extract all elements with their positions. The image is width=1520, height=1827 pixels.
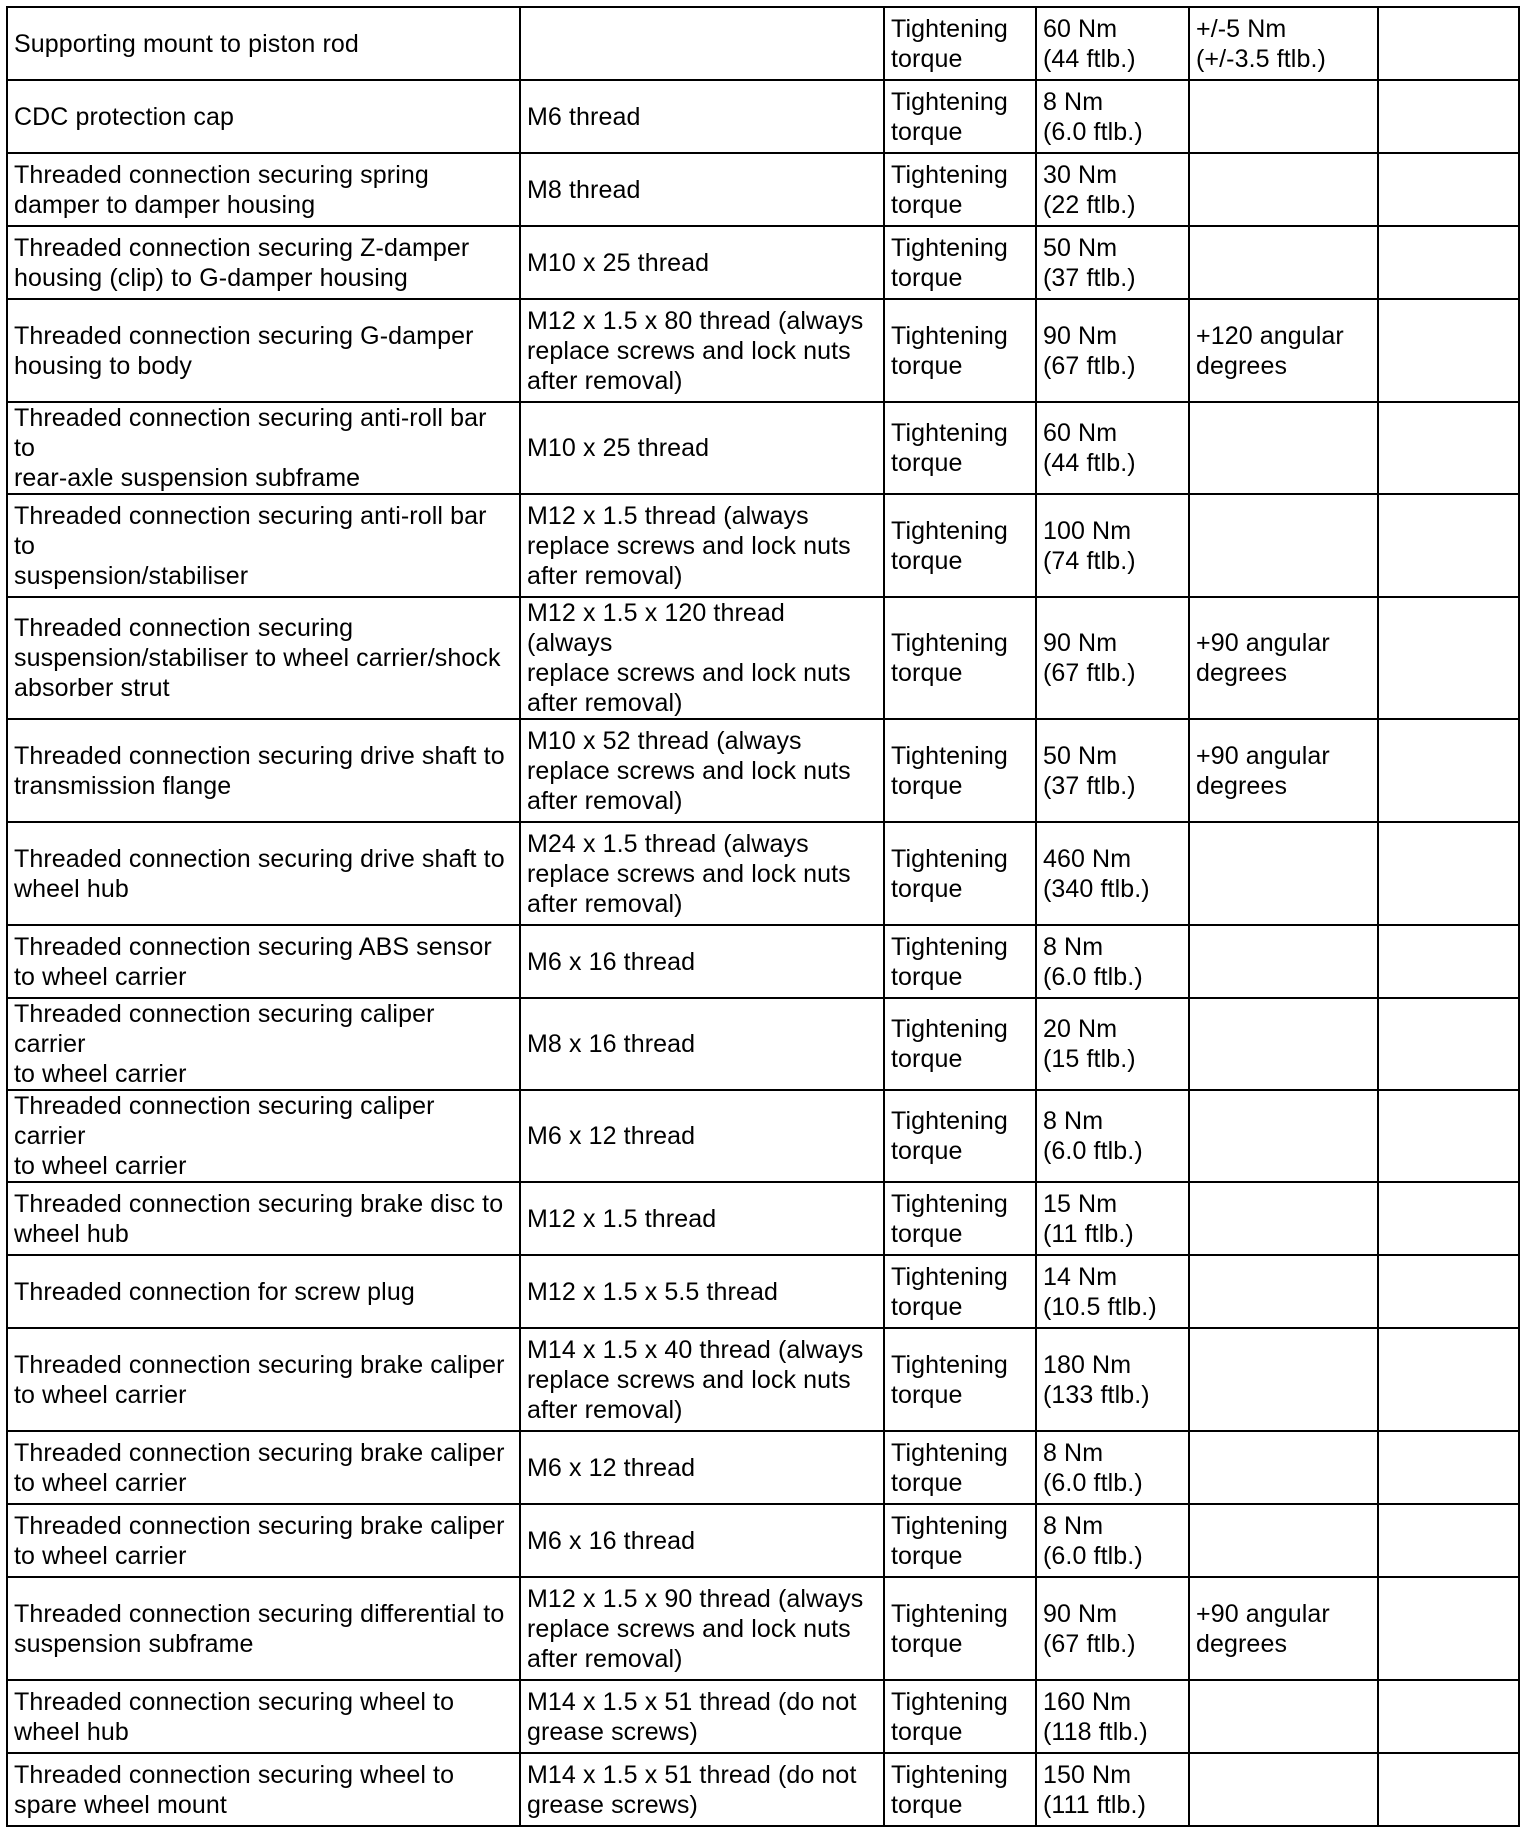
connection-cell: Threaded connection securing brake disc to wheel hub — [7, 1182, 520, 1255]
spec-type-cell: Tightening torque — [884, 998, 1036, 1090]
thread-spec-cell: M12 x 1.5 x 80 thread (always replace screws and lock nuts after removal) — [520, 299, 884, 402]
spec-type-cell: Tightening torque — [884, 153, 1036, 226]
note-cell — [1378, 226, 1519, 299]
torque-value-cell: 460 Nm (340 ftlb.) — [1036, 822, 1189, 925]
torque-value-cell: 8 Nm (6.0 ftlb.) — [1036, 1431, 1189, 1504]
tolerance-cell — [1189, 494, 1378, 597]
tolerance-cell — [1189, 998, 1378, 1090]
spec-type-cell: Tightening torque — [884, 1090, 1036, 1182]
note-cell — [1378, 1753, 1519, 1826]
connection-cell: Threaded connection securing brake caliper to wheel carrier — [7, 1328, 520, 1431]
thread-spec-cell: M14 x 1.5 x 51 thread (do not grease screws) — [520, 1753, 884, 1826]
torque-value-cell: 15 Nm (11 ftlb.) — [1036, 1182, 1189, 1255]
spec-type-cell: Tightening torque — [884, 719, 1036, 822]
torque-value-cell: 60 Nm (44 ftlb.) — [1036, 7, 1189, 80]
tolerance-cell — [1189, 1753, 1378, 1826]
table-row — [7, 1577, 1519, 1680]
torque-value-cell: 100 Nm (74 ftlb.) — [1036, 494, 1189, 597]
thread-spec-cell: M14 x 1.5 x 51 thread (do not grease screws) — [520, 1680, 884, 1753]
table-row — [7, 925, 1519, 998]
note-cell — [1378, 1255, 1519, 1328]
note-cell — [1378, 402, 1519, 494]
connection-cell: Threaded connection securing anti-roll bar to rear-axle suspension subframe — [7, 402, 520, 494]
table-row — [7, 1090, 1519, 1182]
thread-spec-cell: M8 thread — [520, 153, 884, 226]
thread-spec-cell: M8 x 16 thread — [520, 998, 884, 1090]
tolerance-cell: +90 angular degrees — [1189, 597, 1378, 719]
spec-type-cell: Tightening torque — [884, 1431, 1036, 1504]
connection-cell: Threaded connection securing differential to suspension subframe — [7, 1577, 520, 1680]
note-cell — [1378, 80, 1519, 153]
table-row — [7, 1753, 1519, 1826]
spec-type-cell: Tightening torque — [884, 822, 1036, 925]
tolerance-cell — [1189, 153, 1378, 226]
thread-spec-cell: M6 x 12 thread — [520, 1090, 884, 1182]
table-row — [7, 80, 1519, 153]
table-row — [7, 822, 1519, 925]
spec-type-cell: Tightening torque — [884, 402, 1036, 494]
spec-type-cell: Tightening torque — [884, 1504, 1036, 1577]
note-cell — [1378, 1328, 1519, 1431]
table-row — [7, 1431, 1519, 1504]
table-row — [7, 597, 1519, 719]
note-cell — [1378, 1504, 1519, 1577]
connection-cell: Threaded connection for screw plug — [7, 1255, 520, 1328]
note-cell — [1378, 494, 1519, 597]
torque-value-cell: 90 Nm (67 ftlb.) — [1036, 299, 1189, 402]
connection-cell: Threaded connection securing drive shaft to wheel hub — [7, 822, 520, 925]
table-body — [7, 7, 1519, 1826]
table-row — [7, 998, 1519, 1090]
connection-cell: Threaded connection securing anti-roll bar to suspension/stabiliser — [7, 494, 520, 597]
connection-cell: Threaded connection securing wheel to spare wheel mount — [7, 1753, 520, 1826]
table-row — [7, 719, 1519, 822]
note-cell — [1378, 1090, 1519, 1182]
table-row — [7, 402, 1519, 494]
thread-spec-cell: M12 x 1.5 x 5.5 thread — [520, 1255, 884, 1328]
spec-type-cell: Tightening torque — [884, 7, 1036, 80]
tolerance-cell — [1189, 925, 1378, 998]
torque-value-cell: 50 Nm (37 ftlb.) — [1036, 226, 1189, 299]
torque-value-cell: 50 Nm (37 ftlb.) — [1036, 719, 1189, 822]
connection-cell: Supporting mount to piston rod — [7, 7, 520, 80]
spec-type-cell: Tightening torque — [884, 1577, 1036, 1680]
tolerance-cell: +90 angular degrees — [1189, 1577, 1378, 1680]
thread-spec-cell: M10 x 52 thread (always replace screws and lock nuts after removal) — [520, 719, 884, 822]
note-cell — [1378, 925, 1519, 998]
thread-spec-cell: M12 x 1.5 x 90 thread (always replace screws and lock nuts after removal) — [520, 1577, 884, 1680]
thread-spec-cell: M6 x 12 thread — [520, 1431, 884, 1504]
table-row — [7, 153, 1519, 226]
spec-type-cell: Tightening torque — [884, 1753, 1036, 1826]
connection-cell: Threaded connection securing brake caliper to wheel carrier — [7, 1431, 520, 1504]
tolerance-cell: +90 angular degrees — [1189, 719, 1378, 822]
note-cell — [1378, 822, 1519, 925]
note-cell — [1378, 719, 1519, 822]
tolerance-cell — [1189, 226, 1378, 299]
spec-type-cell: Tightening torque — [884, 925, 1036, 998]
tolerance-cell — [1189, 1504, 1378, 1577]
connection-cell: Threaded connection securing drive shaft to transmission flange — [7, 719, 520, 822]
thread-spec-cell: M12 x 1.5 thread — [520, 1182, 884, 1255]
thread-spec-cell: M10 x 25 thread — [520, 402, 884, 494]
thread-spec-cell: M6 x 16 thread — [520, 925, 884, 998]
torque-value-cell: 30 Nm (22 ftlb.) — [1036, 153, 1189, 226]
torque-value-cell: 14 Nm (10.5 ftlb.) — [1036, 1255, 1189, 1328]
connection-cell: Threaded connection securing caliper carrier to wheel carrier — [7, 998, 520, 1090]
torque-value-cell: 8 Nm (6.0 ftlb.) — [1036, 80, 1189, 153]
torque-value-cell: 90 Nm (67 ftlb.) — [1036, 1577, 1189, 1680]
connection-cell: Threaded connection securing caliper carrier to wheel carrier — [7, 1090, 520, 1182]
note-cell — [1378, 1680, 1519, 1753]
note-cell — [1378, 299, 1519, 402]
torque-value-cell: 150 Nm (111 ftlb.) — [1036, 1753, 1189, 1826]
connection-cell: Threaded connection securing ABS sensor to wheel carrier — [7, 925, 520, 998]
tolerance-cell — [1189, 1328, 1378, 1431]
tolerance-cell — [1189, 80, 1378, 153]
spec-type-cell: Tightening torque — [884, 80, 1036, 153]
connection-cell: Threaded connection securing suspension/stabiliser to wheel carrier/shock absorber strut — [7, 597, 520, 719]
torque-specification-table — [6, 6, 1520, 1827]
thread-spec-cell: M12 x 1.5 x 120 thread (always replace screws and lock nuts after removal) — [520, 597, 884, 719]
spec-type-cell: Tightening torque — [884, 1255, 1036, 1328]
table-row — [7, 1182, 1519, 1255]
spec-type-cell: Tightening torque — [884, 1680, 1036, 1753]
connection-cell: Threaded connection securing Z-damper housing (clip) to G-damper housing — [7, 226, 520, 299]
connection-cell: Threaded connection securing spring damper to damper housing — [7, 153, 520, 226]
table-row — [7, 1328, 1519, 1431]
thread-spec-cell — [520, 7, 884, 80]
thread-spec-cell: M6 thread — [520, 80, 884, 153]
table-row — [7, 226, 1519, 299]
spec-type-cell: Tightening torque — [884, 299, 1036, 402]
tolerance-cell — [1189, 402, 1378, 494]
spec-type-cell: Tightening torque — [884, 1182, 1036, 1255]
table-row — [7, 299, 1519, 402]
torque-value-cell: 20 Nm (15 ftlb.) — [1036, 998, 1189, 1090]
tolerance-cell — [1189, 822, 1378, 925]
tolerance-cell: +120 angular degrees — [1189, 299, 1378, 402]
note-cell — [1378, 1431, 1519, 1504]
tolerance-cell — [1189, 1090, 1378, 1182]
tolerance-cell — [1189, 1680, 1378, 1753]
table-row — [7, 7, 1519, 80]
table-row — [7, 1680, 1519, 1753]
torque-value-cell: 8 Nm (6.0 ftlb.) — [1036, 1090, 1189, 1182]
connection-cell: CDC protection cap — [7, 80, 520, 153]
table-row — [7, 494, 1519, 597]
torque-value-cell: 180 Nm (133 ftlb.) — [1036, 1328, 1189, 1431]
spec-type-cell: Tightening torque — [884, 494, 1036, 597]
spec-type-cell: Tightening torque — [884, 597, 1036, 719]
tolerance-cell — [1189, 1182, 1378, 1255]
spec-type-cell: Tightening torque — [884, 226, 1036, 299]
tolerance-cell: +/-5 Nm (+/-3.5 ftlb.) — [1189, 7, 1378, 80]
connection-cell: Threaded connection securing brake caliper to wheel carrier — [7, 1504, 520, 1577]
thread-spec-cell: M24 x 1.5 thread (always replace screws and lock nuts after removal) — [520, 822, 884, 925]
torque-value-cell: 8 Nm (6.0 ftlb.) — [1036, 1504, 1189, 1577]
torque-value-cell: 90 Nm (67 ftlb.) — [1036, 597, 1189, 719]
thread-spec-cell: M14 x 1.5 x 40 thread (always replace screws and lock nuts after removal) — [520, 1328, 884, 1431]
note-cell — [1378, 7, 1519, 80]
connection-cell: Threaded connection securing G-damper housing to body — [7, 299, 520, 402]
thread-spec-cell: M6 x 16 thread — [520, 1504, 884, 1577]
connection-cell: Threaded connection securing wheel to wheel hub — [7, 1680, 520, 1753]
tolerance-cell — [1189, 1255, 1378, 1328]
note-cell — [1378, 998, 1519, 1090]
spec-type-cell: Tightening torque — [884, 1328, 1036, 1431]
note-cell — [1378, 597, 1519, 719]
note-cell — [1378, 153, 1519, 226]
torque-value-cell: 8 Nm (6.0 ftlb.) — [1036, 925, 1189, 998]
table-row — [7, 1504, 1519, 1577]
torque-value-cell: 60 Nm (44 ftlb.) — [1036, 402, 1189, 494]
thread-spec-cell: M12 x 1.5 thread (always replace screws and lock nuts after removal) — [520, 494, 884, 597]
thread-spec-cell: M10 x 25 thread — [520, 226, 884, 299]
tolerance-cell — [1189, 1431, 1378, 1504]
note-cell — [1378, 1577, 1519, 1680]
torque-value-cell: 160 Nm (118 ftlb.) — [1036, 1680, 1189, 1753]
note-cell — [1378, 1182, 1519, 1255]
table-row — [7, 1255, 1519, 1328]
